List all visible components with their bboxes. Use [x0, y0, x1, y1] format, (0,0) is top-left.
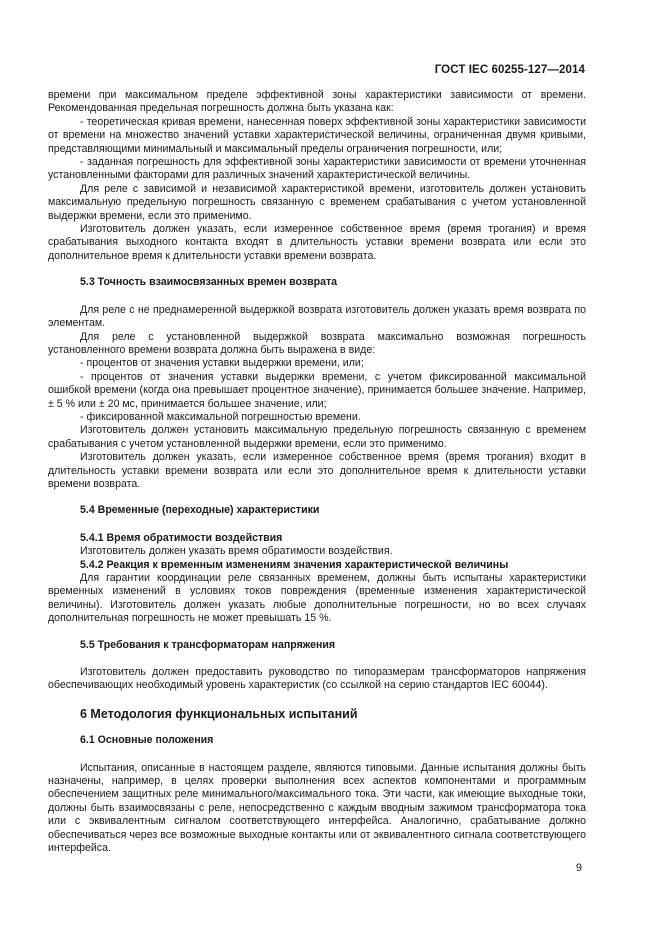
document-body: [48, 89, 586, 856]
section-heading-5-4-2: 5.4.2 Реакция к временным изменениям значения характеристической величины: [80, 558, 509, 571]
paragraph: Для реле с установленной выдержкой возврата максимально возможная погрешность установленного времени возврата должна быть выражена в виде:: [48, 330, 586, 356]
section-heading-5-4-1: 5.4.1 Время обратимости воздействия: [80, 531, 283, 544]
paragraph: Изготовитель должен предоставить руководство по типоразмерам трансформаторов напряжения обеспечивающих необходимый уровень характеристик (со ссылкой на серию стандартов IEC 60044).: [48, 666, 586, 692]
list-item: - теоретическая кривая времени, нанесенная поверх эффективной зоны характеристики зависимости от времени на множество значений уставки характеристической величины, ограниченная двумя кривыми, представляющими минимальный и максимальный пределы ограничения погрешности, или;: [48, 115, 586, 155]
paragraph: Для гарантии координации реле связанных временем, должны быть испытаны характеристики временных изменений в условиях токов повреждения (временные изменения характеристической величины). Изготовитель должен указать любые дополнительные погрешности, но во всех случаях дополнительная погрешность не может превышать 15 %.: [48, 572, 586, 625]
paragraph: Изготовитель должен указать, если измеренное собственное время (время трогания) и время срабатывания выходного контакта входят в длительность уставки времени возврата или если это дополнительное время к длительности уставки времени возврата.: [48, 223, 586, 262]
standard-header: ГОСТ IEC 60255-127—2014: [434, 64, 585, 76]
paragraph: Изготовитель должен установить максимальную предельную погрешность связанную с временем срабатывания с учетом установленной выдержки времени, если это применимо.: [48, 424, 586, 450]
page-number: 9: [575, 862, 582, 874]
paragraph: Для реле с зависимой и независимой характеристикой времени, изготовитель должен установить максимальную предельную погрешность связанную с временем срабатывания с учетом установленной выдержки времени, если это применимо.: [48, 182, 586, 222]
section-heading-6-1: 6.1 Основные положения: [80, 734, 214, 747]
paragraph: Испытания, описанные в настоящем разделе, являются типовыми. Данные испытания должны быть назначены, например, в целях проверки выполнения всех аспектов компонентами и программным обеспечением защитных реле минимального/максимального тока. Эти части, как имеющие выходные токи, должны быть взаимосвязаны с реле, непосредственно с каждым вводным зажимом трансформатора тока или с эквивалентным сигналом соответствующего интерфейса. Аналогично, срабатывание должно обеспечиваться через все возможные выходные контакты или от эквивалентного сигнала соответствующего интерфейса.: [48, 761, 586, 855]
section-heading-5-5: 5.5 Требования к трансформаторам напряжения: [80, 638, 336, 651]
paragraph: Для реле с не преднамеренной выдержкой возврата изготовитель должен указать время возврата по элементам.: [48, 303, 586, 330]
paragraph: Изготовитель должен указать, если измеренное собственное время (время трогания) входит в длительность уставки времени возврата или если это дополнительное время к длительности уставки времени возврата.: [48, 451, 586, 490]
list-item: - заданная погрешность для эффективной зоны характеристики зависимости от времени уточненная установленными факторами для различных значений характеристической величины.: [48, 156, 586, 182]
section-heading-6: 6 Методология функциональных испытаний: [80, 706, 358, 721]
section-heading-5-3: 5.3 Точность взаимосвязанных времен возврата: [80, 276, 338, 289]
list-item: - фиксированной максимальной погрешностью времени.: [80, 410, 361, 423]
section-heading-5-4: 5.4 Временные (переходные) характеристики: [80, 504, 320, 517]
list-item: - процентов от значения уставки выдержки времени, или;: [80, 357, 364, 370]
list-item: - процентов от значения уставки выдержки времени, с учетом фиксированной максимальной ошибкой времени (когда она превышает процентное значение), принимается большее значение. Например, ± 5 % или ± 20 мс, принимается большее значение, или;: [48, 370, 586, 410]
paragraph: Изготовитель должен указать время обратимости воздействия.: [80, 545, 393, 558]
paragraph: времени при максимальном пределе эффективной зоны характеристики зависимости от времени. Рекомендованная предельная погрешность должна быть указана как:: [48, 89, 586, 115]
